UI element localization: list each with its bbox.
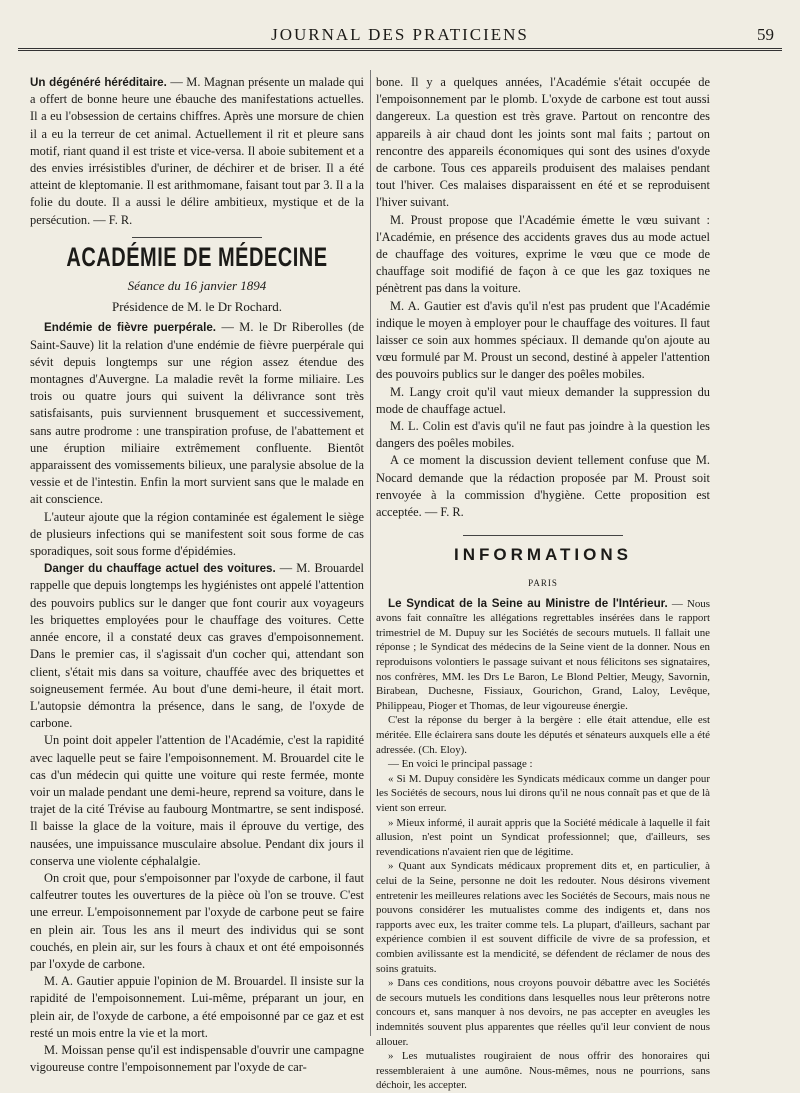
paragraph: » Les mutualistes rougiraient de nous offrir des honoraires qui ressembleraient à une aumône. Nous-mêmes, nous ne pourrions, sans déchoir, les accepter. (376, 1050, 710, 1092)
article-heading: Danger du chauffage actuel des voitures. (44, 562, 276, 576)
paragraph: — En voici le principal passage : (388, 758, 533, 771)
article-text: — M. le Dr Riberolles (de Saint-Sauve) lit la relation d'une endémie de fièvre puerpérale qui sévit depuis longtemps sur une région assez étendue des montagnes d'Auvergne. La maladie revêt la forme miliaire. Les trois ou quatre jours qui suivent la délivrance sont très satisfaisants, puis surviennent brusquement et successivement, sans autre prodrome : une transpiration profuse, de l'abattement et une éruption miliaire extrêmement confluente. Bientôt apparaissent des vomissements bilieux, une paralysie absolue de la vessie et de l'intestin. Enfin la mort survient sans que le malade en ait conscience. (30, 320, 364, 507)
left-column (30, 74, 364, 1076)
paris-subheading: PARIS (528, 578, 558, 589)
article-text: — Nous avons fait connaître les allégations regrettables insérées dans le rapport trimestriel de M. Dupuy sur les Sociétés de secours mutuels. Il fallait une réponse ; le Syndicat des médecins de la Seine vient de la donner. Nous en reproduisons volontiers le passage suivant et nous félicitons ses signataires, nos confrères, MM. les Drs Le Baron, Le Blond Peltier, Meugy, Savornin, Birabean, Duchesne, Fissiaux, Gourichon, Grand, Laloy, Levêque, Philippeau, Pioger et Thomas, de leur vigoureuse énergie. (376, 597, 710, 712)
paragraph: » Mieux informé, il aurait appris que la Société médicale à laquelle il fait allusion, n'est point un Syndicat professionnel; que, d'ailleurs, ses revendications n'avaient rien que de légitime. (376, 816, 710, 858)
academy-heading: ACADÉMIE DE MÉDECINE (66, 242, 328, 273)
paragraph: On croit que, pour s'empoisonner par l'oxyde de carbone, il faut calfeutrer toutes les ouvertures de la pièce où l'on se trouve. C'est une erreur. L'empoisonnement par l'oxyde de carbone peut se faire en plein air. Tous les ans il meurt des individus qui se sont couchés, en plein air, sur les fours à chaux et ont été empoisonnés par l'oxyde de carbone. (30, 870, 364, 971)
paragraph: » Quant aux Syndicats médicaux proprement dits et, en particulier, à celui de la Seine, personne ne doit les redouter. Nous désirons vivement entretenir les meilleures relations avec les Sociétés de Secours, mais nous ne pouvons considérer les mutualistes comme des indigents et, dans nos rapports avec eux, les traiter comme tels. La plupart, d'ailleurs, sachant par expérience combien il est souvent difficile de vivre de sa profession, et combien avilissante est la mendicité, se défendent de réclamer de nous des soins gratuits. (376, 860, 710, 975)
paragraph: A ce moment la discussion devient tellement confuse que M. Nocard demande que la rédaction proposée par M. Proust soit renvoyée à la commission d'hygiène. Cette proposition est acceptée. — F. R. (376, 453, 710, 520)
paragraph: bone. Il y a quelques années, l'Académie s'était occupée de l'empoisonnement par le plomb. L'oxyde de carbone est tout aussi dangereux. La question est très grave. Partout on rencontre des appareils à air chaud dont les joints sont mal faits ; partout on rencontre des appareils économiques qui sont des usines d'oxyde de carbone. Tous ces appareils produisent des malaises pendant tout l'hiver. Ces malaises disparaissent en été et se reproduisent l'hiver suivant. (376, 75, 710, 210)
article-heading: Un dégénéré héréditaire. (30, 76, 167, 89)
article-degenere (30, 74, 364, 229)
paragraph: M. L. Colin est d'avis qu'il ne faut pas joindre à la question les dangers des poêles mobiles. (376, 419, 710, 451)
header-rule (18, 48, 782, 51)
page-number: 59 (757, 25, 774, 44)
paragraph: M. A. Gautier appuie l'opinion de M. Brouardel. Il insiste sur la rapidité de l'empoisonnement. Lui-même, préparant un jour, en plein air, de l'oxyde de carbone, a été empoisonné par ce gaz et est resté un mois entre la vie et la mort. (30, 974, 364, 1040)
paragraph: Un point doit appeler l'attention de l'Académie, c'est la rapidité avec laquelle peut se faire l'empoisonnement. M. Brouardel cite le cas d'un médecin qui quitte une voiture qui reste fermée, monte voir un malade pendant une demi-heure, reprend sa voiture, dans le trajet de la cité Trévise au faubourg Montmartre, se sent indisposé. Il baisse la glace de la voiture, mais il éprouve du vertige, des nausées, une impuissance musculaire absolue. Pendant dix jours il conserva une violente céphalalgie. (30, 733, 364, 868)
article-heading: Le Syndicat de la Seine au Ministre de l'Intérieur. (388, 596, 668, 610)
informations-heading: INFORMATIONS (453, 545, 632, 565)
section-rule (463, 535, 623, 536)
informations-body (376, 597, 710, 1093)
section-rule (132, 237, 262, 238)
paragraph: M. Moissan pense qu'il est indispensable d'ouvrir une campagne vigoureuse contre l'empoisonnement par l'oxyde de car- (30, 1042, 364, 1075)
article-endemie (30, 319, 364, 508)
presidence: Présidence de M. le Dr Rochard. (111, 299, 283, 315)
paragraph: M. Proust propose que l'Académie émette le vœu suivant : l'Académie, en présence des accidents graves dus au mode actuel de chauffage des voitures, exprime le vœu que ce mode de chauffage soit modifié de façon à ce que les gaz toxiques ne pénètrent pas dans la voiture. (376, 212, 710, 296)
paragraph: « Si M. Dupuy considère les Syndicats médicaux comme un danger pour les Sociétés de secours, nous lui dirons qu'il ne nous connaît pas et que de là vient son erreur. (376, 772, 710, 814)
paragraph: M. A. Gautier est d'avis qu'il n'est pas prudent que l'Académie indique le moyen à employer pour le chauffage des voitures. Il faut laisser ce soin aux hommes spéciaux. Il demande qu'on ajoute au vœu formulé par M. Proust un second, destiné à appeler l'attention des pouvoirs publics sur le danger des poêles mobiles. (376, 298, 710, 382)
article-text: — M. Magnan présente un malade qui a offert de bonne heure une ébauche des manifestations actuelles. Il a eu l'obsession de certains chiffres. Après une morsure de chien il a eu la terreur de cet animal. Actuellement il rit et pleure sans motif, riant quand il est triste et vice-versa. Il aboie subitement et a des envies irrésistibles d'uriner, de déchirer et de briser. Il a été atteint de kleptomanie. Il est arithmomane, faisant tout par 3. Il a la folie du doute. Il a aussi le délire ambitieux, mystique et de la persécution. — F. R. (30, 75, 365, 227)
article-syndicat (376, 597, 710, 714)
article-text: — M. Brouardel rappelle que depuis longtemps les hygiénistes ont appelé l'attention des pouvoirs publics sur le danger que font courir aux voyageurs les briquettes employées pour le chauffage des voitures. Cette année encore, il a constaté deux cas graves d'empoisonnement. Dans le premier cas, il s'agissait d'un cocher qui, attendant son client, s'était mis dans sa voiture, chauffée avec des briquettes et soigneusement fermée. Au bout d'une demi-heure, il était mort. L'autopsie démontra la présence, dans le sang, de l'oxyde de carbone. (30, 561, 364, 731)
paragraph: M. Langy croit qu'il vaut mieux demander la suppression du mode de chauffage actuel. (376, 384, 710, 416)
journal-title: JOURNAL DES PRATICIENS (271, 25, 529, 44)
seance-date: Séance du 16 janvier 1894 (127, 278, 267, 294)
paragraph: » Dans ces conditions, nous croyons pouvoir débattre avec les Sociétés de secours mutuels les conditions dans lesquelles nous leur prêterons notre concours et, sans manquer à nos devoirs, ne pas accepter en aveugles les indemnités souvent plus apparentes que réelles qu'il leur convient de nous allouer. (376, 977, 710, 1048)
column-divider (370, 70, 371, 1036)
paragraph: L'auteur ajoute que la région contaminée est également le siège de plusieurs infections qui se manifestent soit sous forme de cas sporadiques, soit sous forme d'épidémies. (30, 509, 364, 559)
right-column (376, 74, 710, 1093)
running-header (18, 24, 782, 46)
paragraph: C'est la réponse du berger à la bergère : elle était attendue, elle est méritée. Elle éclairera sans doute les députés et sénateurs auxquels elle a été adressée. (Ch. Eloy). (376, 714, 710, 756)
article-chauffage (30, 560, 364, 732)
article-heading: Endémie de fièvre puerpérale. (44, 321, 217, 335)
